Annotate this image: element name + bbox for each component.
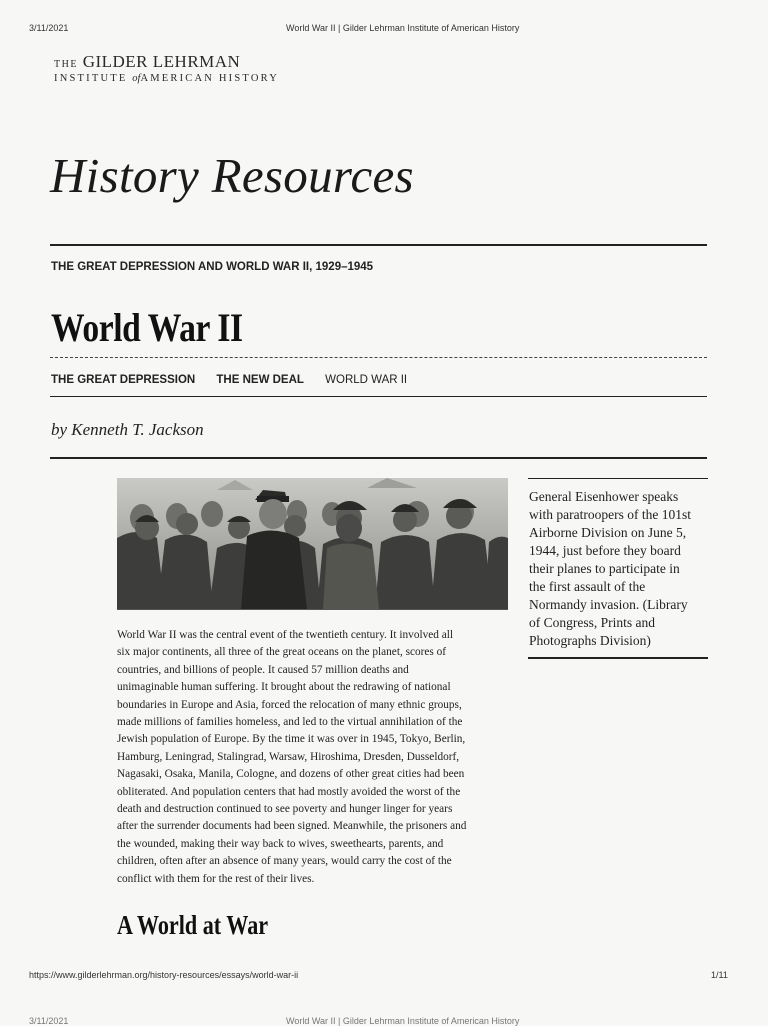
- body-line: children, often after an absence of many years, would carry the cost of the: [117, 855, 452, 868]
- caption-line: the first assault of the: [529, 579, 646, 594]
- eisenhower-photo: [117, 478, 508, 610]
- caption-bottom-rule: [528, 657, 708, 659]
- body-line: made millions of families homeless, and led to the virtual annihilation of the: [117, 716, 463, 729]
- body-line: after the surrender documents had been signed. Meanwhile, the prisoners and: [117, 820, 467, 833]
- body-line: Jewish population of Europe. By the time it was over in 1945, Tokyo, Berlin,: [117, 733, 466, 746]
- print-page-title: World War II | Gilder Lehrman Institute of American History: [286, 23, 520, 33]
- title-divider: [50, 244, 707, 246]
- site-title: History Resources: [50, 148, 414, 203]
- caption-line: 1944, just before they board: [529, 543, 681, 558]
- nav-new-deal[interactable]: THE NEW DEAL: [216, 374, 304, 386]
- caption-top-rule: [528, 478, 708, 479]
- caption-line: of Congress, Prints and: [529, 615, 655, 630]
- body-line: the wounded, making their way back to wives, sweethearts, parents, and: [117, 837, 444, 850]
- caption-line: Airborne Division on June 5,: [529, 525, 687, 540]
- byline: by Kenneth T. Jackson: [51, 420, 204, 439]
- caption-line: their planes to participate in: [529, 561, 680, 576]
- body-line: World War II was the central event of the twentieth century. It involved all: [117, 629, 454, 641]
- logo-line-1: [54, 52, 279, 72]
- title-dotted-divider: [50, 357, 707, 358]
- caption-line: General Eisenhower speaks: [529, 489, 679, 504]
- body-line: boundaries in Europe and Asia, forced the relocation of many ethnic groups,: [117, 698, 462, 711]
- section-label[interactable]: THE GREAT DEPRESSION AND WORLD WAR II, 1929–1945: [51, 261, 374, 273]
- body-line: death and destruction continued to see poverty and hunger linger for years: [117, 803, 453, 816]
- photo-caption: [529, 488, 709, 650]
- gilder-lehrman-logo[interactable]: [54, 52, 279, 84]
- print-page-number: 1/11: [711, 970, 728, 980]
- logo-of: of: [132, 73, 141, 84]
- logo-name: GILDER LEHRMAN: [82, 52, 241, 71]
- body-line: Hamburg, Leningrad, Stalingrad, Warsaw, Hiroshima, Dresden, Dusseldorf,: [117, 750, 460, 763]
- next-page-title: World War II | Gilder Lehrman Institute of American History: [286, 1016, 520, 1026]
- subheading: A World at War: [117, 910, 269, 940]
- body-line: conflict with them for the rest of their lives.: [117, 872, 315, 885]
- nav-divider: [50, 396, 707, 397]
- print-date: 3/11/2021: [29, 23, 69, 33]
- nav-great-depression[interactable]: THE GREAT DEPRESSION: [51, 374, 196, 386]
- caption-line: Normandy invasion. (Library: [529, 597, 688, 612]
- body-line: unimaginable human suffering. It brought about the redrawing of national: [117, 681, 451, 694]
- print-footer-url: https://www.gilderlehrman.org/history-resources/essays/world-war-ii: [29, 970, 299, 980]
- logo-line-2: [54, 73, 279, 84]
- next-page-date: 3/11/2021: [29, 1016, 69, 1026]
- logo-american-history: AMERICAN HISTORY: [140, 73, 280, 84]
- body-line: six major continents, all three of the great oceans on the planet, scores of: [117, 646, 447, 659]
- photo-image: [117, 478, 508, 609]
- logo-institute: INSTITUTE: [54, 73, 128, 84]
- essay-nav: [51, 374, 407, 386]
- body-line: Nagasaki, Osaka, Manila, Cologne, and dozens of other great cities had been: [117, 768, 465, 781]
- article-title: World War II: [51, 305, 243, 350]
- logo-the: THE: [54, 59, 78, 70]
- body-line: countries, and billions of people. It caused 57 million deaths and: [117, 663, 409, 676]
- caption-line: with paratroopers of the 101st: [529, 507, 691, 522]
- body-line: obliterated. And population centers that had mostly avoided the worst of the: [117, 785, 461, 798]
- caption-line: Photographs Division): [529, 633, 651, 648]
- nav-world-war-ii[interactable]: WORLD WAR II: [325, 374, 408, 386]
- byline-divider: [50, 457, 707, 459]
- intro-paragraph: [117, 627, 517, 888]
